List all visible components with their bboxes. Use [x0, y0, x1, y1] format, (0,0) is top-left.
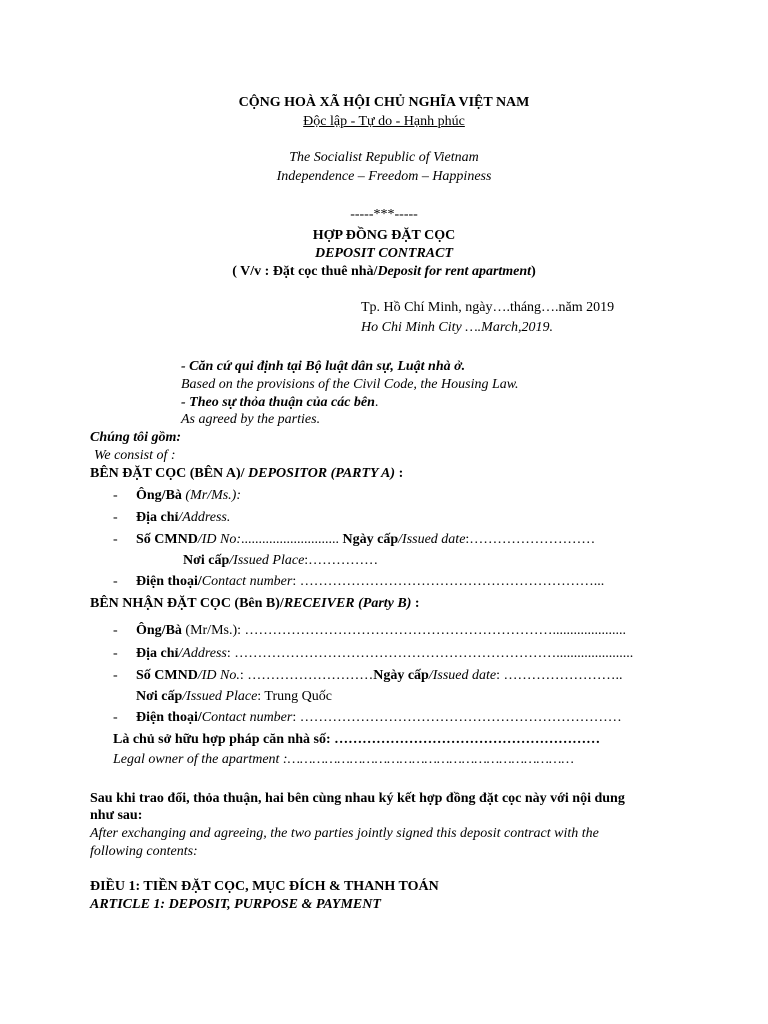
party-b-id: Số CMND/ID No.: ………………………Ngày cấp/Issued date: ……………………..: [136, 668, 623, 683]
title-subject: ( V/v : Đặt cọc thuê nhà/Deposit for rent apartment): [232, 264, 536, 279]
party-b-owner-en: Legal owner of the apartment :……………………………………………………………: [113, 752, 574, 767]
country-en: The Socialist Republic of Vietnam: [289, 150, 479, 165]
party-b-phone: Điện thoại/Contact number: ……………………………………………………………: [136, 710, 622, 725]
bullet: -: [113, 510, 118, 525]
motto-vi: Độc lập - Tự do - Hạnh phúc: [303, 114, 465, 129]
agreement-en-line2: following contents:: [90, 844, 198, 859]
bullet: -: [113, 623, 118, 638]
party-a-heading: BÊN ĐẶT CỌC (BÊN A)/ DEPOSITOR (PARTY A) :: [90, 466, 404, 481]
party-a-address: Địa chỉ/Address.: [136, 510, 231, 525]
bullet: -: [113, 668, 118, 683]
agreement-vi-line1: Sau khi trao đổi, thỏa thuận, hai bên cùng nhau ký kết hợp đồng đặt cọc này với nội dung: [90, 791, 625, 806]
party-a-name: Ông/Bà (Mr/Ms.):: [136, 488, 242, 503]
party-a-phone: Điện thoại/Contact number: ………………………………………………………...: [136, 574, 605, 589]
party-b-issued-place: Nơi cấp/Issued Place: Trung Quốc: [136, 689, 332, 704]
motto-en: Independence – Freedom – Happiness: [276, 169, 492, 184]
place-date-en: Ho Chi Minh City ….March,2019.: [361, 320, 553, 335]
agreement-vi-line2: như sau:: [90, 808, 143, 823]
bullet: -: [113, 532, 118, 547]
basis-agree-vi: - Theo sự thỏa thuận của các bên.: [181, 395, 379, 410]
bullet: -: [113, 646, 118, 661]
title-en: DEPOSIT CONTRACT: [314, 246, 454, 261]
party-b-heading: BÊN NHẬN ĐẶT CỌC (Bên B)/RECEIVER (Party B) :: [90, 596, 420, 611]
party-b-name: Ông/Bà (Mr/Ms.): ………………………………………………………….....................: [136, 623, 627, 638]
place-date-vi: Tp. Hồ Chí Minh, ngày….tháng….năm 2019: [361, 300, 615, 315]
title-vi: HỢP ĐỒNG ĐẶT CỌC: [312, 228, 456, 243]
party-a-issued-place: Nơi cấp/Issued Place:……………: [183, 553, 379, 568]
intro-en: We consist of :: [94, 448, 176, 463]
national-title: CỘNG HOÀ XÃ HỘI CHỦ NGHĨA VIỆT NAM: [238, 95, 530, 110]
basis-agree-en: As agreed by the parties.: [181, 412, 321, 427]
article1-heading-en: ARTICLE 1: DEPOSIT, PURPOSE & PAYMENT: [90, 897, 381, 912]
bullet: -: [113, 488, 118, 503]
bullet: -: [113, 574, 118, 589]
intro-vi: Chúng tôi gồm:: [90, 430, 182, 445]
party-b-owner-vi: Là chủ sở hữu hợp pháp căn nhà số: …………………………………………………: [113, 732, 601, 747]
basis-law-vi: - Căn cứ qui định tại Bộ luật dân sự, Luật nhà ở.: [181, 359, 466, 374]
party-a-id: Số CMND/ID No:............................ Ngày cấp/Issued date:………………………: [136, 532, 596, 547]
bullet: -: [113, 710, 118, 725]
party-b-address: Địa chỉ/Address: ……………………………………………………………......................: [136, 646, 634, 661]
separator: -----***-----: [350, 207, 418, 222]
basis-law-en: Based on the provisions of the Civil Code, the Housing Law.: [181, 377, 519, 392]
agreement-en-line1: After exchanging and agreeing, the two parties jointly signed this deposit contract with the: [90, 826, 599, 841]
article1-heading-vi: ĐIỀU 1: TIỀN ĐẶT CỌC, MỤC ĐÍCH & THANH TOÁN: [90, 879, 439, 894]
